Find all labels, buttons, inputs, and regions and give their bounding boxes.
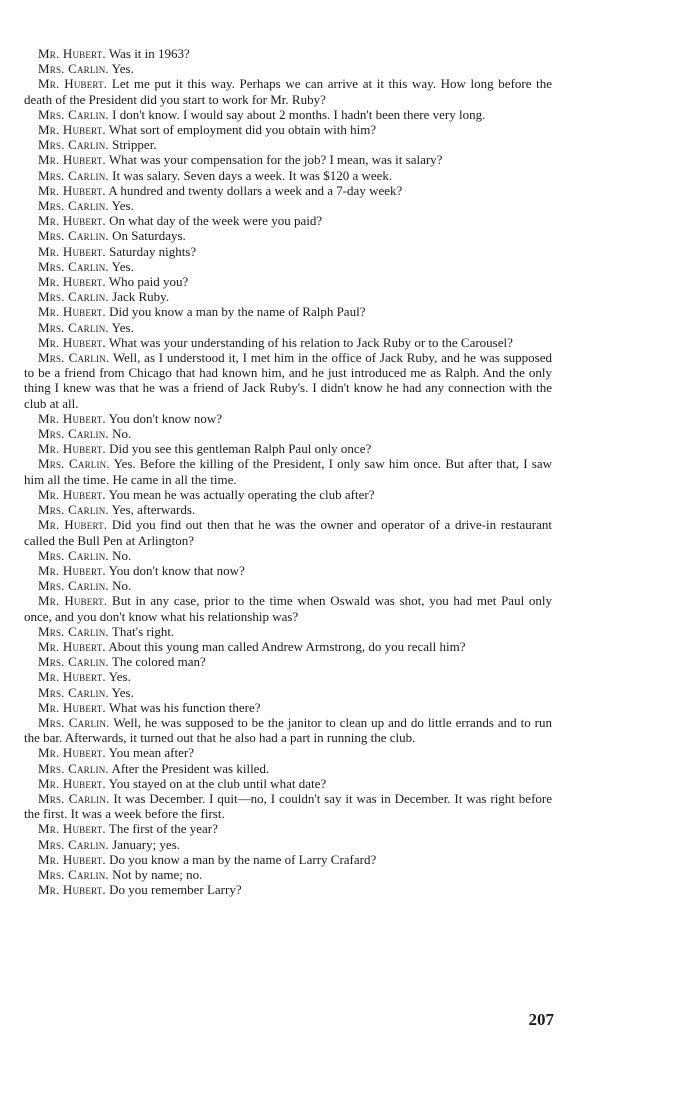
utterance-text: Did you find out then that he was the owner and operator of a drive-in restaurant called the Bull Pen at Arlington?: [24, 517, 552, 548]
transcript-paragraph: [24, 244, 552, 259]
speaker-label: Mrs. Carlin.: [38, 760, 109, 776]
transcript-paragraph: [24, 837, 552, 852]
speaker-label: Mr. Hubert.: [38, 669, 106, 685]
transcript-paragraph: [24, 320, 552, 335]
transcript-paragraph: [24, 669, 552, 684]
utterance-text: Yes, afterwards.: [111, 502, 196, 518]
utterance-text: After the President was killed.: [111, 760, 270, 776]
utterance-text: Yes.: [111, 319, 134, 335]
speaker-label: Mrs. Carlin.: [38, 289, 109, 305]
speaker-label: Mrs. Carlin.: [38, 350, 110, 366]
transcript-paragraph: [24, 791, 552, 821]
transcript-paragraph: [24, 228, 552, 243]
utterance-text: The colored man?: [111, 654, 206, 670]
transcript-paragraph: [24, 304, 552, 319]
speaker-label: Mrs. Carlin.: [38, 654, 109, 670]
speaker-label: Mrs. Carlin.: [38, 502, 109, 518]
utterance-text: About this young man called Andrew Armstrong, do you recall him?: [108, 638, 466, 654]
utterance-text: Let me put it this way. Perhaps we can arrive at it this way. How long before the death of the President did you start to work for Mr. Ruby?: [24, 76, 553, 107]
utterance-text: Not by name; no.: [112, 866, 203, 882]
transcript-paragraph: [24, 426, 552, 441]
transcript-paragraph: [24, 168, 552, 183]
speaker-label: Mrs. Carlin.: [38, 106, 109, 122]
transcript-paragraph: [24, 213, 552, 228]
speaker-label: Mr. Hubert.: [38, 851, 106, 867]
transcript-paragraph: [24, 335, 552, 350]
utterance-text: No.: [112, 547, 132, 563]
speaker-label: Mrs. Carlin.: [38, 228, 109, 244]
utterance-text: On what day of the week were you paid?: [109, 213, 323, 229]
transcript-paragraph: [24, 745, 552, 760]
utterance-text: The first of the year?: [108, 821, 218, 837]
transcript-paragraph: [24, 685, 552, 700]
transcript-paragraph: [24, 137, 552, 152]
utterance-text: On Saturdays.: [112, 228, 186, 244]
speaker-label: Mr. Hubert.: [38, 334, 106, 350]
utterance-text: You mean after?: [108, 745, 194, 761]
speaker-label: Mr. Hubert.: [38, 593, 108, 609]
transcript-paragraph: [24, 122, 552, 137]
utterance-text: But in any case, prior to the time when Oswald was shot, you had met Paul only once, and you don't know what his relationship was?: [24, 593, 553, 624]
transcript-paragraph: [24, 517, 552, 547]
utterance-text: No.: [112, 426, 132, 442]
speaker-label: Mr. Hubert.: [38, 182, 106, 198]
speaker-label: Mr. Hubert.: [38, 486, 106, 502]
speaker-label: Mr. Hubert.: [38, 775, 106, 791]
speaker-label: Mr. Hubert.: [38, 441, 106, 457]
utterance-text: Yes.: [111, 61, 134, 77]
speaker-label: Mr. Hubert.: [38, 745, 106, 761]
transcript-paragraph: [24, 76, 552, 106]
transcript-paragraph: [24, 654, 552, 669]
transcript-paragraph: [24, 289, 552, 304]
speaker-label: Mrs. Carlin.: [38, 61, 109, 77]
transcript-paragraph: [24, 350, 552, 411]
speaker-label: Mrs. Carlin.: [38, 319, 109, 335]
transcript-paragraph: [24, 882, 552, 897]
transcript-paragraph: [24, 259, 552, 274]
transcript-paragraph: [24, 61, 552, 76]
speaker-label: Mr. Hubert.: [38, 152, 106, 168]
speaker-label: Mrs. Carlin.: [38, 167, 109, 183]
utterance-text: Was it in 1963?: [108, 46, 190, 61]
speaker-label: Mrs. Carlin.: [38, 684, 109, 700]
speaker-label: Mr. Hubert.: [38, 243, 106, 259]
transcript-paragraph: [24, 274, 552, 289]
utterance-text: Did you know a man by the name of Ralph Paul?: [109, 304, 366, 320]
speaker-label: Mrs. Carlin.: [38, 137, 109, 153]
speaker-label: Mr. Hubert.: [38, 517, 108, 533]
speaker-label: Mr. Hubert.: [38, 410, 106, 426]
utterance-text: You mean he was actually operating the club after?: [108, 486, 375, 502]
speaker-label: Mrs. Carlin.: [38, 578, 109, 594]
transcript-paragraph: [24, 639, 552, 654]
utterance-text: What sort of employment did you obtain with him?: [108, 122, 377, 138]
transcript-paragraph: [24, 548, 552, 563]
speaker-label: Mr. Hubert.: [38, 76, 108, 92]
speaker-label: Mrs. Carlin.: [38, 456, 110, 472]
speaker-label: Mr. Hubert.: [38, 304, 106, 320]
transcript-paragraph: [24, 46, 552, 61]
speaker-label: Mrs. Carlin.: [38, 866, 109, 882]
speaker-label: Mr. Hubert.: [38, 122, 106, 138]
transcript-paragraph: [24, 761, 552, 776]
utterance-text: Yes. Before the killing of the President, I only saw him once. But after that, I saw him all the time. He came in all the time.: [24, 456, 552, 487]
utterance-text: A hundred and twenty dollars a week and a 7-day week?: [108, 182, 403, 198]
utterance-text: Jack Ruby.: [112, 289, 170, 305]
utterance-text: Do you know a man by the name of Larry Crafard?: [109, 851, 377, 867]
utterance-text: What was your understanding of his relation to Jack Ruby or to the Carousel?: [108, 334, 513, 350]
utterance-text: I don't know. I would say about 2 months. I hadn't been there very long.: [112, 106, 486, 122]
utterance-text: It was salary. Seven days a week. It was $120 a week.: [112, 167, 393, 183]
utterance-text: January; yes.: [112, 836, 181, 852]
speaker-label: Mr. Hubert.: [38, 562, 106, 578]
speaker-label: Mrs. Carlin.: [38, 426, 109, 442]
page-number: 207: [528, 1010, 554, 1029]
utterance-text: You don't know now?: [108, 410, 222, 426]
utterance-text: Yes.: [111, 684, 134, 700]
transcript-body: [24, 46, 552, 897]
transcript-paragraph: [24, 183, 552, 198]
utterance-text: Yes.: [111, 198, 134, 214]
transcript-paragraph: [24, 198, 552, 213]
transcript-paragraph: [24, 715, 552, 745]
utterance-text: That's right.: [111, 623, 175, 639]
speaker-label: Mr. Hubert.: [38, 882, 106, 898]
transcript-paragraph: [24, 593, 552, 623]
speaker-label: Mrs. Carlin.: [38, 258, 109, 274]
speaker-label: Mrs. Carlin.: [38, 790, 110, 806]
transcript-paragraph: [24, 624, 552, 639]
utterance-text: You stayed on at the club until what date?: [108, 775, 327, 791]
speaker-label: Mrs. Carlin.: [38, 198, 109, 214]
utterance-text: Saturday nights?: [109, 243, 197, 259]
transcript-paragraph: [24, 152, 552, 167]
transcript-paragraph: [24, 776, 552, 791]
transcript-paragraph: [24, 867, 552, 882]
transcript-paragraph: [24, 441, 552, 456]
speaker-label: Mrs. Carlin.: [38, 623, 109, 639]
utterance-text: Yes.: [108, 669, 131, 685]
utterance-text: You don't know that now?: [108, 562, 245, 578]
transcript-page: [24, 46, 552, 897]
speaker-label: Mr. Hubert.: [38, 213, 106, 229]
transcript-paragraph: [24, 487, 552, 502]
transcript-paragraph: [24, 700, 552, 715]
utterance-text: Well, he was supposed to be the janitor to clean up and do little errands and to run the bar. Afterwards, it turned out that he also had a part in running the club.: [24, 714, 553, 746]
utterance-text: Stripper.: [112, 137, 157, 153]
utterance-text: Did you see this gentleman Ralph Paul only once?: [109, 441, 372, 457]
utterance-text: Do you remember Larry?: [109, 882, 242, 898]
transcript-paragraph: [24, 411, 552, 426]
speaker-label: Mrs. Carlin.: [38, 836, 109, 852]
speaker-label: Mr. Hubert.: [38, 46, 106, 61]
utterance-text: It was December. I quit—no, I couldn't say it was in December. It was right before the first. It was a week before the first.: [24, 790, 552, 822]
transcript-paragraph: [24, 821, 552, 836]
transcript-paragraph: [24, 456, 552, 486]
transcript-paragraph: [24, 578, 552, 593]
transcript-paragraph: [24, 502, 552, 517]
utterance-text: What was his function there?: [108, 699, 261, 715]
utterance-text: No.: [112, 578, 132, 594]
transcript-paragraph: [24, 107, 552, 122]
utterance-text: Who paid you?: [108, 274, 189, 290]
speaker-label: Mr. Hubert.: [38, 274, 106, 290]
speaker-label: Mr. Hubert.: [38, 638, 106, 654]
speaker-label: Mrs. Carlin.: [38, 547, 109, 563]
utterance-text: Yes.: [111, 258, 134, 274]
utterance-text: What was your compensation for the job? I mean, was it salary?: [108, 152, 443, 168]
utterance-text: Well, as I understood it, I met him in the office of Jack Ruby, and he was supposed to be a friend from Chicago that had known him, and he just introduced me as Ralph. And the only thing I knew was that he was a friend of Jack Ruby's. I didn't know he had any connection with the club at all.: [24, 350, 553, 411]
speaker-label: Mr. Hubert.: [38, 821, 106, 837]
transcript-paragraph: [24, 852, 552, 867]
speaker-label: Mrs. Carlin.: [38, 714, 110, 730]
speaker-label: Mr. Hubert.: [38, 699, 106, 715]
transcript-paragraph: [24, 563, 552, 578]
